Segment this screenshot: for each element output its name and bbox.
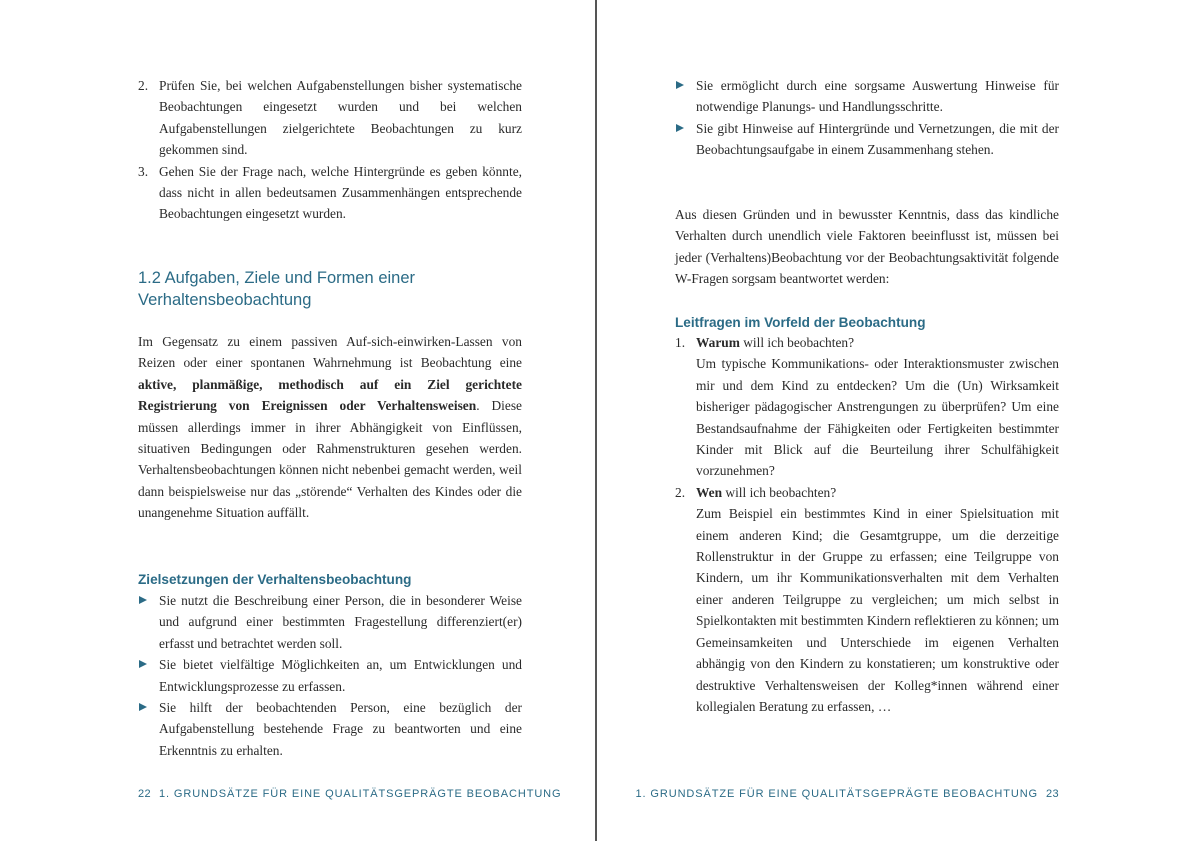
- list-item-text: Sie hilft der beobachtenden Person, eine bezüglich der Aufgabenstellung bestehende Frage zu beantworten und eine Erkenntnis zu erhalten.: [159, 700, 522, 758]
- question-answer: Zum Beispiel ein bestimmtes Kind in einer Spielsituation mit einem anderen Kind; die Gesamtgruppe, um die derzeitige Rollenstruktur in der Gruppe zu erfassen; eine Teilgruppe von Kindern, um ihr Kommunikationsverhalten mit dem Verhalten einer anderen Teilgruppe zu vergleichen; um mich selbst in Spielkontakten mit bestimmten Kindern reflektieren zu können; um Gemeinsamkeiten und Unterschiede im eigenen Verhalten abhängig von den Kindern zu konstatieren; um konstruktive oder destruktive Verhaltensweisen der Kolleg*innen während einer kollegialen Beratung zu erfassen, …: [696, 506, 1059, 714]
- reasons-paragraph: Aus diesen Gründen und in bewusster Kenntnis, dass das kindliche Verhalten durch unendlich viele Faktoren beeinflusst ist, müssen bei jeder (Verhaltens)Beobachtung vor der Beobachtungsaktivität folgende W-Fragen sorgsam beantwortet werden:: [675, 207, 1059, 287]
- list-item: [138, 590, 522, 654]
- list-item: [675, 482, 1059, 717]
- list-item: [675, 118, 1059, 161]
- page-number: 23: [1045, 788, 1059, 800]
- list-item-number: 2.: [138, 78, 149, 93]
- list-item-text: Prüfen Sie, bei welchen Aufgabenstellungen bisher systematische Beobachtungen eingesetzt wurden und bei welchen Aufgabenstellungen zielgerichtete Beobachtungen zu kurz gekommen sind.: [159, 78, 522, 158]
- paragraph-bold-text: aktive, planmäßige, methodisch auf ein Ziel gerichtete Registrierung von Ereignissen oder Verhaltensweisen: [138, 376, 522, 414]
- running-title: 1. GRUNDSÄTZE FÜR EINE QUALITÄTSGEPRÄGTE BEOBACHTUNG: [158, 788, 562, 800]
- list-item-number: 3.: [138, 163, 149, 179]
- list-item-number: 2.: [675, 484, 686, 500]
- goals-bullet-list-continued: [675, 75, 1059, 161]
- list-item: [138, 161, 522, 225]
- paragraph-text: Im Gegensatz zu einem passiven Auf-sich-einwirken-Lassen von Reizen oder einer spontanen Wahrnehmung ist Beobachtung eine: [138, 334, 522, 371]
- list-item-text: Sie gibt Hinweise auf Hintergründe und Vernetzungen, die mit der Beobachtungsaufgabe in einem Zusammenhang stehen.: [696, 120, 1059, 158]
- triangle-bullet-icon: [676, 124, 684, 132]
- list-item: [138, 654, 522, 697]
- guiding-questions-list: [675, 332, 1059, 717]
- question-text: will ich beobachten?: [739, 335, 855, 350]
- goals-bullet-list: [138, 590, 522, 761]
- page-number: 22: [138, 788, 152, 800]
- list-item-text: Sie bietet vielfältige Möglichkeiten an, um Entwicklungen und Entwicklungsprozesse zu erfassen.: [159, 657, 522, 694]
- list-item-number: 1.: [675, 335, 686, 350]
- paragraph-text: . Diese müssen allerdings immer in ihrer Abhängigkeit von Einflüssen, situativen Bedingungen oder Rahmenstrukturen gesehen werden. Verhaltensbeobachtungen können nicht nebenbei gemacht werden, weil dann beispielsweise nur das „störende“ Verhalten des Kindes oder die unangenehme Situation auffällt.: [138, 398, 522, 521]
- subheading-guiding-questions: Leitfragen im Vorfeld der Beobachtung: [675, 315, 926, 330]
- subheading-goals: Zielsetzungen der Verhaltensbeobachtung: [138, 572, 412, 587]
- question-line: [696, 482, 1059, 503]
- page-footer: [636, 788, 1060, 800]
- triangle-bullet-icon: [139, 703, 147, 711]
- list-item-text: Gehen Sie der Frage nach, welche Hintergründe es geben könnte, dass nicht in allen bedeutsamen Zusammenhängen entsprechende Beobachtungen eingesetzt wurden.: [159, 163, 522, 222]
- intro-paragraph: [138, 331, 522, 524]
- list-item-text: Sie ermöglicht durch eine sorgsame Auswertung Hinweise für notwendige Planungs- und Handlungsschritte.: [696, 78, 1059, 115]
- right-page: [598, 0, 1191, 841]
- running-title: 1. GRUNDSÄTZE FÜR EINE QUALITÄTSGEPRÄGTE BEOBACHTUNG: [635, 788, 1039, 800]
- book-spine-divider: [595, 0, 597, 841]
- section-heading: [138, 267, 522, 311]
- triangle-bullet-icon: [676, 81, 684, 89]
- page-footer: [138, 788, 562, 800]
- question-keyword: Warum: [696, 335, 740, 350]
- list-item: [675, 75, 1059, 118]
- section-heading-line: Verhaltensbeobachtung: [138, 291, 312, 309]
- triangle-bullet-icon: [139, 660, 147, 668]
- question-answer: Um typische Kommunikations- oder Interaktionsmuster zwischen mir und dem Kind zu entdecken? Um die (Un) Wirksamkeit bisheriger pädagogischer Anstrengungen zu überprüfen? Um eine Bestandsaufnahme der Fähigkeiten oder Fertigkeiten bestimmter Kinder mit Blick auf die Beurteilung ihrer Schulfähigkeit vorzunehmen?: [696, 356, 1059, 479]
- list-item-text: Sie nutzt die Beschreibung einer Person, die in besonderer Weise und aufgrund einer bestimmten Fragestellung differenziert(er) erfasst und betrachtet werden soll.: [159, 593, 522, 651]
- section-heading-line: 1.2 Aufgaben, Ziele und Formen einer: [138, 269, 416, 287]
- list-item: [675, 332, 1059, 482]
- question-line: [696, 332, 1059, 353]
- list-item: [138, 697, 522, 761]
- triangle-bullet-icon: [139, 596, 147, 604]
- numbered-task-list: [138, 75, 522, 225]
- question-keyword: Wen: [696, 484, 723, 500]
- question-text: will ich beobachten?: [722, 484, 837, 500]
- list-item: [138, 75, 522, 161]
